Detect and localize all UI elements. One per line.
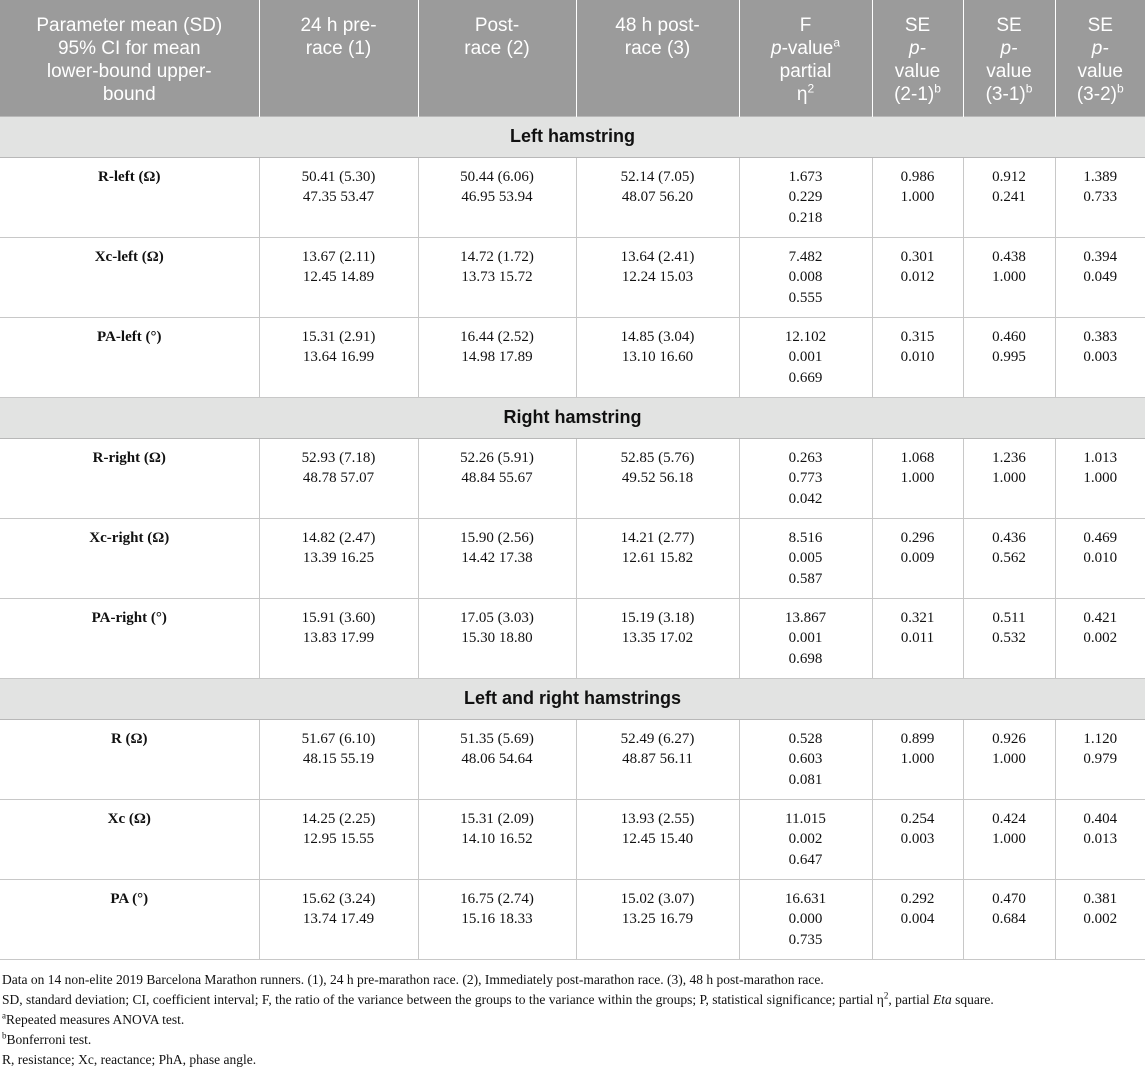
cell-value: 0.011: [900, 630, 935, 646]
cell-se-2-1: [872, 438, 963, 518]
cell-value: 0.669: [788, 369, 823, 386]
cell-value: 0.218: [788, 209, 823, 226]
cell-se-3-1: [963, 518, 1055, 598]
cell-parameter: PA-left (°): [0, 317, 259, 397]
cell-value: 11.015: [785, 810, 826, 827]
cell-value: 0.603: [788, 751, 823, 767]
cell-value: 15.31 (2.09): [460, 810, 534, 827]
cell-value: 14.25 (2.25): [301, 810, 376, 827]
cell-se-3-1: [963, 598, 1055, 678]
cell-se-2-1: [872, 237, 963, 317]
cell-post-race: [418, 237, 576, 317]
cell-value: 0.511: [992, 609, 1026, 626]
cell-value: 0.698: [788, 650, 823, 667]
cell-value: 13.93 (2.55): [620, 810, 695, 827]
cell-value: 52.14 (7.05): [620, 168, 695, 185]
section-title: Left and right hamstrings: [0, 678, 1145, 719]
cell-value: 0.008: [788, 269, 823, 285]
cell-value: 1.000: [992, 831, 1026, 847]
cell-value: 0.532: [992, 630, 1026, 646]
cell-value: 0.684: [992, 911, 1026, 927]
cell-value: 16.631: [784, 890, 827, 907]
table-row: [0, 719, 1145, 799]
cell-value: 0.002: [1083, 911, 1118, 927]
cell-value: 0.735: [788, 931, 823, 948]
cell-post-race: [418, 598, 576, 678]
cell-value: 13.67 (2.11): [301, 248, 376, 265]
cell-value: 0.241: [992, 189, 1026, 205]
cell-post-race: [418, 438, 576, 518]
cell-value: 13.73 15.72: [461, 269, 533, 285]
cell-value: 0.979: [1083, 751, 1118, 767]
cell-se-3-2: [1055, 317, 1145, 397]
cell-f-pvalue-eta: [739, 799, 872, 879]
header-se-2-1: SE p- value $(2-1)^b$: [872, 0, 963, 116]
cell-value: 14.82 (2.47): [301, 529, 376, 546]
cell-f-pvalue-eta: [739, 879, 872, 959]
cell-value: 0.394: [1083, 248, 1118, 265]
cell-value: 14.72 (1.72): [460, 248, 534, 265]
cell-value: 0.383: [1083, 328, 1118, 345]
cell-parameter: R (Ω): [0, 719, 259, 799]
cell-value: 7.482: [788, 248, 823, 265]
cell-se-3-1: [963, 157, 1055, 237]
cell-value: 15.90 (2.56): [460, 529, 534, 546]
cell-value: 12.45 15.40: [621, 831, 694, 847]
cell-value: 0.292: [900, 890, 935, 907]
cell-value: 0.424: [992, 810, 1026, 827]
section-title: Right hamstring: [0, 397, 1145, 438]
cell-value: 0.296: [900, 529, 935, 546]
cell-f-pvalue-eta: [739, 317, 872, 397]
header-se-3-1: SE p- value $(3-1)^b$: [963, 0, 1055, 116]
cell-value: 1.000: [992, 751, 1026, 767]
footnote-b: $^b$Bonferroni test.: [2, 1030, 92, 1047]
cell-value: 52.85 (5.76): [620, 449, 695, 466]
table-footnotes: [2, 970, 1142, 1070]
cell-value: 0.012: [900, 269, 935, 285]
cell-parameter: PA (°): [0, 879, 259, 959]
cell-f-pvalue-eta: [739, 598, 872, 678]
cell-48h-post-race: [576, 317, 739, 397]
cell-48h-post-race: [576, 237, 739, 317]
cell-value: 1.236: [992, 449, 1026, 466]
cell-pre-race: [259, 157, 418, 237]
cell-value: 0.438: [992, 248, 1026, 265]
cell-value: 0.421: [1083, 609, 1118, 626]
table-row: [0, 598, 1145, 678]
cell-value: 0.587: [788, 570, 823, 587]
cell-value: 8.516: [788, 529, 823, 546]
table-row: [0, 157, 1145, 237]
table-row: [0, 799, 1145, 879]
cell-value: 47.35 53.47: [302, 189, 375, 205]
cell-value: 13.10 16.60: [621, 349, 694, 365]
cell-f-pvalue-eta: [739, 438, 872, 518]
cell-value: 0.001: [788, 630, 823, 646]
cell-48h-post-race: [576, 518, 739, 598]
header-post-race: Post- race (2): [418, 0, 576, 116]
cell-value: 0.301: [900, 248, 935, 265]
section-row: [0, 397, 1145, 438]
cell-value: 0.647: [788, 851, 823, 868]
cell-value: 1.000: [900, 470, 935, 486]
cell-48h-post-race: [576, 598, 739, 678]
cell-se-3-1: [963, 879, 1055, 959]
cell-f-pvalue-eta: [739, 518, 872, 598]
cell-value: 1.000: [900, 751, 935, 767]
cell-pre-race: [259, 518, 418, 598]
cell-post-race: [418, 879, 576, 959]
cell-post-race: [418, 157, 576, 237]
cell-value: 15.62 (3.24): [301, 890, 376, 907]
cell-post-race: [418, 799, 576, 879]
cell-pre-race: [259, 237, 418, 317]
cell-se-3-2: [1055, 879, 1145, 959]
cell-value: 0.562: [992, 550, 1026, 566]
cell-f-pvalue-eta: [739, 237, 872, 317]
cell-value: 1.000: [992, 470, 1026, 486]
cell-value: 14.98 17.89: [461, 349, 533, 365]
cell-value: 1.120: [1083, 730, 1118, 747]
cell-se-3-1: [963, 719, 1055, 799]
cell-value: 0.404: [1083, 810, 1118, 827]
cell-se-3-2: [1055, 598, 1145, 678]
footnote-data: Data on 14 non-elite 2019 Barcelona Marathon runners. (1), 24 h pre-marathon race. (2), Immediately post-marathon race. (3), 48 h post-marathon race.: [2, 972, 824, 987]
cell-post-race: [418, 317, 576, 397]
cell-value: 0.926: [992, 730, 1026, 747]
cell-value: 0.010: [1083, 550, 1118, 566]
cell-se-2-1: [872, 598, 963, 678]
cell-se-2-1: [872, 317, 963, 397]
cell-value: 48.78 57.07: [302, 470, 375, 486]
cell-value: 0.013: [1083, 831, 1118, 847]
cell-value: 13.25 16.79: [621, 911, 694, 927]
table-row: [0, 518, 1145, 598]
header-row: [0, 0, 1145, 116]
cell-value: 16.44 (2.52): [460, 328, 534, 345]
cell-value: 0.381: [1083, 890, 1118, 907]
cell-value: 0.081: [788, 771, 823, 788]
cell-value: 15.16 18.33: [461, 911, 533, 927]
cell-value: 48.07 56.20: [621, 189, 694, 205]
cell-value: 1.013: [1083, 449, 1118, 466]
table-body: [0, 116, 1145, 959]
cell-se-3-2: [1055, 237, 1145, 317]
cell-f-pvalue-eta: [739, 719, 872, 799]
table-row: [0, 237, 1145, 317]
cell-value: 52.93 (7.18): [301, 449, 376, 466]
cell-parameter: R-left (Ω): [0, 157, 259, 237]
cell-value: 0.555: [788, 289, 823, 306]
cell-value: 0.899: [900, 730, 935, 747]
cell-value: 13.74 17.49: [302, 911, 375, 927]
cell-post-race: [418, 518, 576, 598]
cell-value: 0.254: [900, 810, 935, 827]
cell-value: 51.35 (5.69): [460, 730, 534, 747]
footnote-abbreviations: SD, standard deviation; CI, coefficient interval; F, the ratio of the variance between the groups to the variance within the groups; P, statistical significance; partial $\eta^2$, partial Eta square.: [2, 990, 994, 1007]
cell-value: 0.004: [900, 911, 935, 927]
cell-value: 0.986: [900, 168, 935, 185]
footnote-abbreviations-2: R, resistance; Xc, reactance; PhA, phase angle.: [2, 1052, 257, 1067]
cell-48h-post-race: [576, 719, 739, 799]
cell-value: 15.30 18.80: [461, 630, 533, 646]
cell-value: 13.64 16.99: [302, 349, 375, 365]
section-row: [0, 678, 1145, 719]
cell-value: 0.315: [900, 328, 935, 345]
table-row: [0, 879, 1145, 959]
cell-value: 15.31 (2.91): [301, 328, 376, 345]
cell-value: 46.95 53.94: [461, 189, 533, 205]
cell-48h-post-race: [576, 157, 739, 237]
cell-parameter: Xc-right (Ω): [0, 518, 259, 598]
cell-pre-race: [259, 598, 418, 678]
cell-value: 12.45 14.89: [302, 269, 375, 285]
cell-pre-race: [259, 317, 418, 397]
cell-value: 0.009: [900, 550, 935, 566]
cell-value: 13.35 17.02: [621, 630, 694, 646]
cell-value: 0.010: [900, 349, 935, 365]
cell-value: 51.67 (6.10): [301, 730, 376, 747]
cell-value: 13.64 (2.41): [620, 248, 695, 265]
cell-value: 0.470: [992, 890, 1026, 907]
cell-value: 1.000: [992, 269, 1026, 285]
cell-value: 15.19 (3.18): [620, 609, 695, 626]
cell-value: 0.773: [788, 470, 823, 486]
cell-value: 48.84 55.67: [461, 470, 533, 486]
cell-48h-post-race: [576, 799, 739, 879]
cell-value: 49.52 56.18: [621, 470, 694, 486]
cell-value: 0.733: [1083, 189, 1118, 205]
cell-se-3-1: [963, 438, 1055, 518]
cell-value: 50.44 (6.06): [460, 168, 534, 185]
cell-value: 15.91 (3.60): [301, 609, 376, 626]
cell-48h-post-race: [576, 879, 739, 959]
cell-value: 0.049: [1083, 269, 1118, 285]
cell-value: 13.39 16.25: [302, 550, 375, 566]
cell-value: 0.469: [1083, 529, 1118, 546]
cell-pre-race: [259, 719, 418, 799]
cell-value: 17.05 (3.03): [460, 609, 534, 626]
cell-value: 14.10 16.52: [461, 831, 533, 847]
cell-value: 1.068: [900, 449, 935, 466]
cell-value: 14.85 (3.04): [620, 328, 695, 345]
cell-value: 1.000: [900, 189, 935, 205]
cell-value: 0.003: [1083, 349, 1118, 365]
cell-se-3-2: [1055, 438, 1145, 518]
cell-value: 0.263: [788, 449, 823, 466]
footnote-a: $^a$Repeated measures ANOVA test.: [2, 1010, 185, 1027]
cell-value: 0.002: [1083, 630, 1118, 646]
cell-parameter: PA-right (°): [0, 598, 259, 678]
cell-se-3-1: [963, 799, 1055, 879]
cell-value: 0.001: [788, 349, 823, 365]
cell-value: 0.436: [992, 529, 1026, 546]
cell-se-3-2: [1055, 799, 1145, 879]
cell-value: 0.005: [788, 550, 823, 566]
cell-value: 0.003: [900, 831, 935, 847]
cell-se-3-1: [963, 317, 1055, 397]
cell-value: 50.41 (5.30): [301, 168, 376, 185]
section-row: [0, 116, 1145, 157]
cell-value: 48.15 55.19: [302, 751, 375, 767]
table-row: [0, 438, 1145, 518]
cell-value: 0.229: [788, 189, 823, 205]
cell-value: 13.867: [784, 609, 827, 626]
cell-value: 14.21 (2.77): [620, 529, 695, 546]
cell-parameter: Xc (Ω): [0, 799, 259, 879]
cell-se-3-1: [963, 237, 1055, 317]
cell-value: 0.000: [788, 911, 823, 927]
cell-post-race: [418, 719, 576, 799]
cell-value: 12.61 15.82: [621, 550, 694, 566]
header-48h-post-race: 48 h post- race (3): [576, 0, 739, 116]
section-title: Left hamstring: [0, 116, 1145, 157]
cell-se-3-2: [1055, 157, 1145, 237]
cell-value: 1.000: [1083, 470, 1118, 486]
cell-value: 0.002: [788, 831, 823, 847]
cell-se-3-2: [1055, 518, 1145, 598]
cell-value: 0.528: [788, 730, 823, 747]
cell-f-pvalue-eta: [739, 157, 872, 237]
cell-parameter: Xc-left (Ω): [0, 237, 259, 317]
cell-se-2-1: [872, 157, 963, 237]
cell-pre-race: [259, 879, 418, 959]
header-f-pvalue-eta: F p-value$^a$ partial $\eta^2$: [739, 0, 872, 116]
cell-se-2-1: [872, 518, 963, 598]
cell-value: 0.460: [992, 328, 1026, 345]
cell-se-2-1: [872, 719, 963, 799]
cell-value: 0.042: [788, 490, 823, 507]
cell-pre-race: [259, 799, 418, 879]
cell-value: 0.995: [992, 349, 1026, 365]
cell-value: 48.06 54.64: [461, 751, 533, 767]
cell-48h-post-race: [576, 438, 739, 518]
cell-value: 0.912: [992, 168, 1026, 185]
cell-se-2-1: [872, 879, 963, 959]
cell-value: 52.49 (6.27): [620, 730, 695, 747]
cell-se-2-1: [872, 799, 963, 879]
cell-value: 12.95 15.55: [302, 831, 375, 847]
cell-se-3-2: [1055, 719, 1145, 799]
header-parameter: Parameter mean (SD) 95% CI for mean lower-bound upper- bound: [0, 0, 259, 116]
cell-value: 15.02 (3.07): [620, 890, 695, 907]
cell-value: 52.26 (5.91): [460, 449, 534, 466]
cell-value: 12.24 15.03: [621, 269, 694, 285]
cell-value: 48.87 56.11: [622, 751, 693, 767]
cell-value: 16.75 (2.74): [460, 890, 534, 907]
cell-pre-race: [259, 438, 418, 518]
cell-parameter: R-right (Ω): [0, 438, 259, 518]
cell-value: 0.321: [900, 609, 935, 626]
cell-value: 12.102: [784, 328, 827, 345]
cell-value: 1.673: [788, 168, 823, 185]
header-se-3-2: SE p- value $(3-2)^b$: [1055, 0, 1145, 116]
cell-value: 13.83 17.99: [302, 630, 375, 646]
header-pre-race: 24 h pre- race (1): [259, 0, 418, 116]
cell-value: 1.389: [1083, 168, 1118, 185]
cell-value: 14.42 17.38: [461, 550, 533, 566]
table-row: [0, 317, 1145, 397]
